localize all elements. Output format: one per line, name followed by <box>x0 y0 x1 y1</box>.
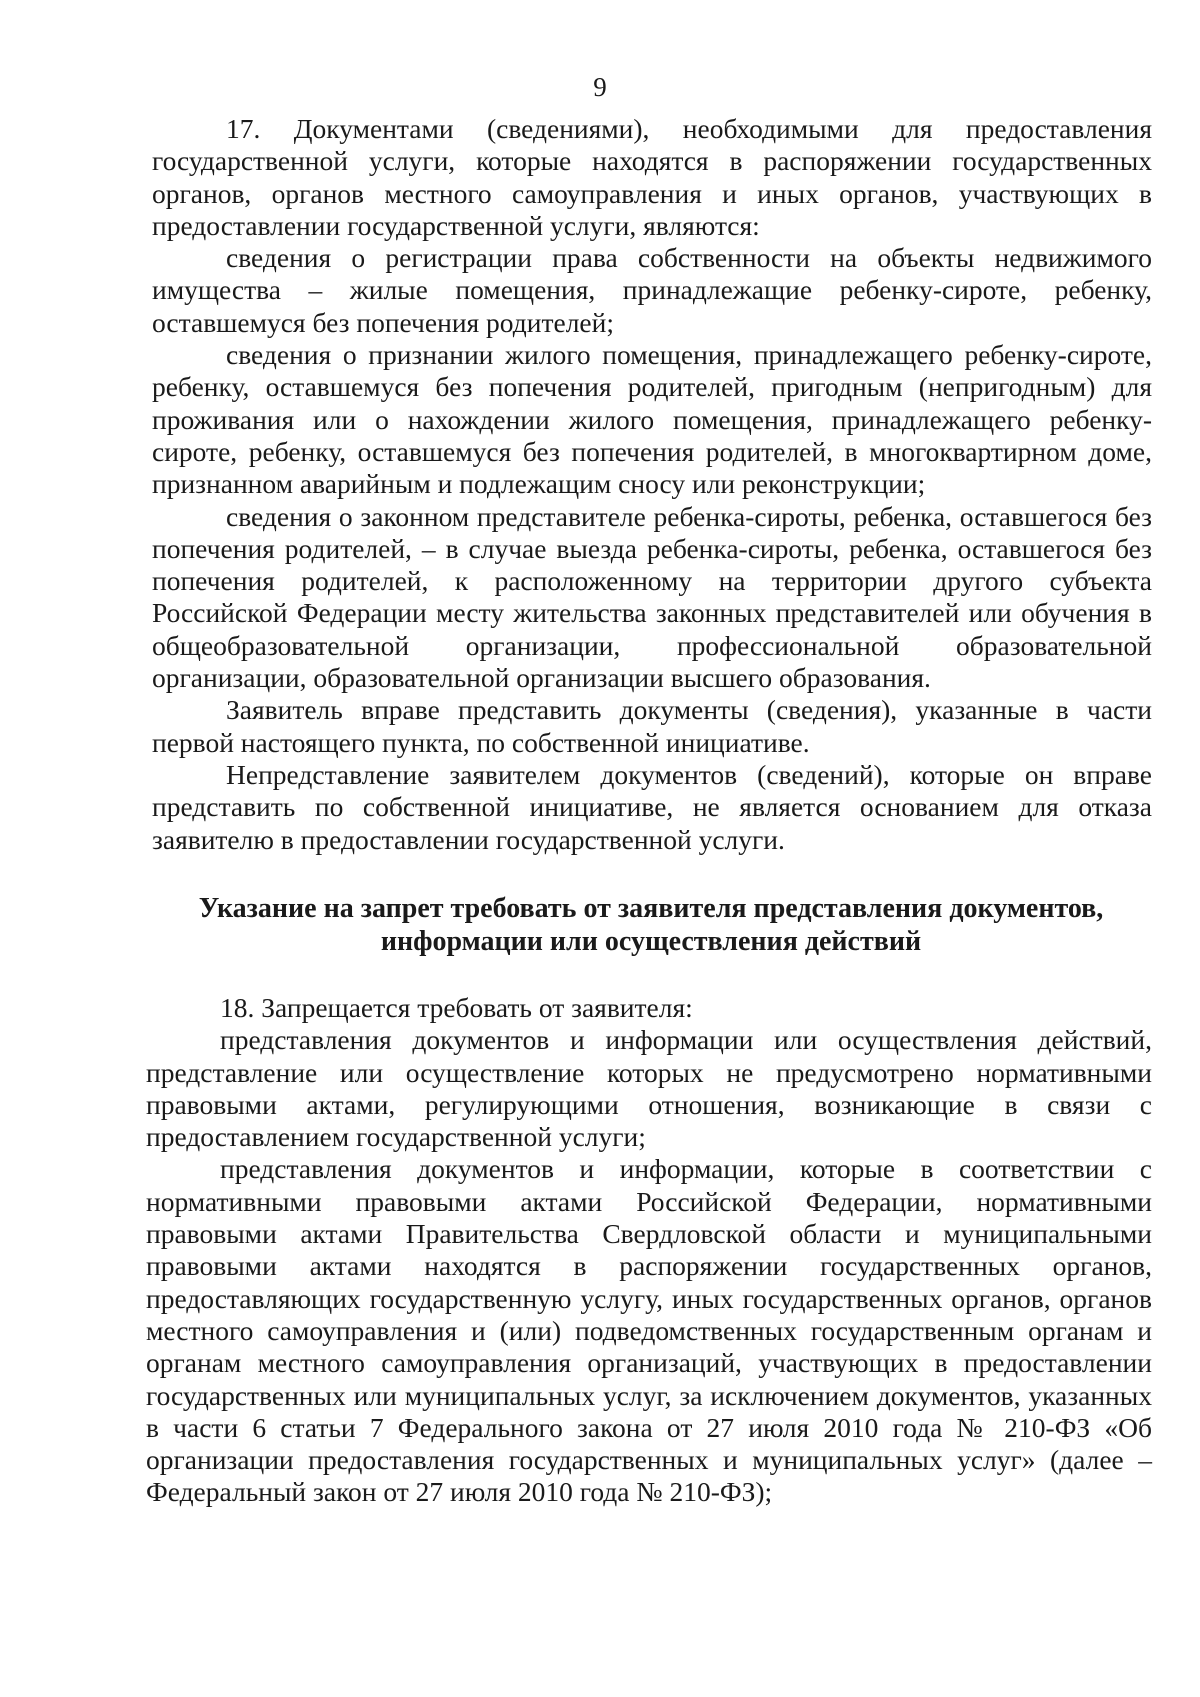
paragraph: 18. Запрещается требовать от заявителя: <box>220 992 693 1023</box>
paragraph: представления документов и информации, которые в соответствии с нормативными правовыми актами Российской Федерации, нормативными правовыми актами Правительства Свердловской области и муниципальными правовыми актами находятся в распоряжении государственных органов, предоставляющих государственную услугу, иных государственных органов, органов местного самоуправления и (или) подведомственных государственным органам и органам местного самоуправления организаций, участвующих в предоставлении государственных или муниципальных услуг, за исключением документов, указанных в части 6 статьи 7 Федерального закона от 27 июля 2010 года № 210-ФЗ «Об организации предоставления государственных и муниципальных услуг» (далее – Федеральный закон от 27 июля 2010 года № 210-ФЗ); <box>146 1153 1152 1508</box>
paragraph: сведения о регистрации права собственности на объекты недвижимого имущества – жилые помещения, принадлежащие ребенку-сироте, ребенку, оставшемуся без попечения родителей; <box>152 242 1152 338</box>
paragraph: 17. Документами (сведениями), необходимыми для предоставления государственной услуги, которые находятся в распоряжении государственных органов, органов местного самоуправления и иных органов, участвующих в предоставлении государственной услуги, являются: <box>152 113 1152 241</box>
page-number: 9 <box>593 72 607 102</box>
paragraph: Заявитель вправе представить документы (сведения), указанные в части первой настоящего пункта, по собственной инициативе. <box>152 694 1152 758</box>
heading-line-2: информации или осуществления действий <box>380 926 922 957</box>
section-17 <box>152 113 1152 856</box>
paragraph: представления документов и информации или осуществления действий, представление или осуществление которых не предусмотрено нормативными правовыми актами, регулирующими отношения, возникающие в связи с предоставлением государственной услуги; <box>146 1024 1152 1153</box>
paragraph: Непредставление заявителем документов (сведений), которые он вправе представить по собственной инициативе, не является основанием для отказа заявителю в предоставлении государственной услуги. <box>152 758 1152 855</box>
section-heading <box>150 892 1152 958</box>
paragraph: сведения о законном представителе ребенка-сироты, ребенка, оставшегося без попечения родителей, – в случае выезда ребенка-сироты, ребенка, оставшегося без попечения родителей, к расположенному на территории другого субъекта Российской Федерации месту жительства законных представителей или обучения в общеобразовательной организации, профессиональной образовательной организации, образовательной организации высшего образования. <box>152 500 1152 694</box>
section-18 <box>146 992 1152 1509</box>
heading-line-1: Указание на запрет требовать от заявителя представления документов, <box>198 893 1104 924</box>
paragraph: сведения о признании жилого помещения, принадлежащего ребенку-сироте, ребенку, оставшемуся без попечения родителей, пригодным (непригодным) для проживания или о нахождении жилого помещения, принадлежащего ребенку-сироте, ребенку, оставшемуся без попечения родителей, в многоквартирном доме, признанном аварийным и подлежащим сносу или реконструкции; <box>152 339 1152 500</box>
